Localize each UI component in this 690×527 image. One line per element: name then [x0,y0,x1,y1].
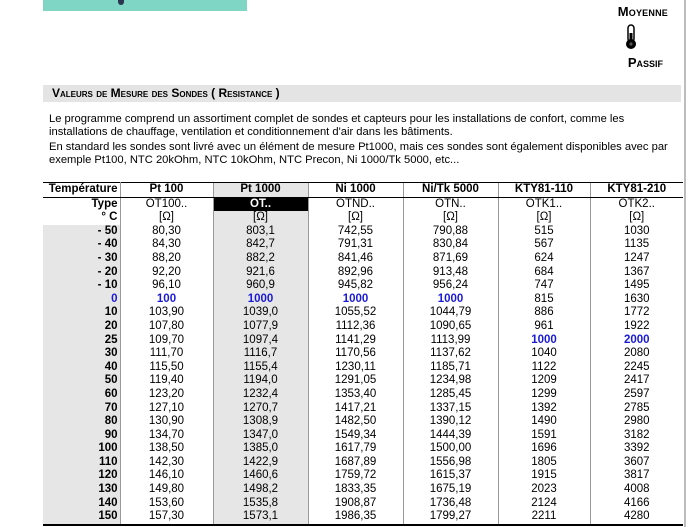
resistance-cell: 1495 [590,279,683,293]
table-row [43,415,683,429]
resistance-cell: 1417,21 [308,402,403,416]
resistance-cell: 515 [498,225,590,239]
table-row [43,429,683,443]
resistance-cell: 1137,62 [403,347,498,361]
resistance-cell: 1630 [590,293,683,307]
resistance-cell: 123,20 [148,387,185,400]
temperature-cell: 120 [43,469,120,483]
type-cell: OTND.. [308,197,403,211]
resistance-cell: 1232,4 [213,388,308,402]
table-row [43,320,683,334]
resistance-cell: 107,80 [148,319,185,332]
temperature-cell: 70 [43,402,120,416]
resistance-cell: 842,7 [213,238,308,252]
type-row [43,197,683,211]
resistance-cell: 103,90 [148,306,185,319]
resistance-cell: 2785 [590,402,683,416]
resistance-cell: 1498,2 [213,483,308,497]
table-row [43,388,683,402]
table-row [43,497,683,511]
table-row [43,225,683,239]
table-row [43,361,683,375]
resistance-cell: 624 [498,252,590,266]
resistance-cell: 1170,56 [308,347,403,361]
type-cell: OT.. [213,197,308,211]
temperature-cell: 0 [43,293,120,307]
resistance-cell: 1112,36 [308,320,403,334]
type-label: Type [43,197,120,211]
unit-label: ° C [43,211,120,225]
resistance-cell: 960,9 [213,279,308,293]
resistance-cell: 1155,4 [213,361,308,375]
resistance-cell: 886 [498,306,590,320]
resistance-cell: 1591 [498,429,590,443]
resistance-cell: 4280 [590,510,683,525]
resistance-cell: 1915 [498,469,590,483]
resistance-cell: 1549,34 [308,429,403,443]
table-row [43,442,683,456]
resistance-cell: 1615,37 [403,469,498,483]
resistance-cell: 1385,0 [213,442,308,456]
resistance-cell: 1500,00 [403,442,498,456]
resistance-cell: 1833,35 [308,483,403,497]
resistance-cell: 1291,05 [308,374,403,388]
resistance-cell: 4166 [590,497,683,511]
resistance-cell: 2080 [590,347,683,361]
resistance-cell: 1772 [590,306,683,320]
resistance-cell: 2124 [498,497,590,511]
resistance-cell: 567 [498,238,590,252]
resistance-cell: 2000 [590,334,683,348]
resistance-cell: 1000 [213,293,308,307]
column-header: KTY81-110 [498,183,590,198]
resistance-cell: 1113,99 [403,334,498,348]
resistance-cell: 1422,9 [213,456,308,470]
resistance-cell: 1347,0 [213,429,308,443]
temperature-cell: - 50 [43,225,120,239]
resistance-cell: 1535,8 [213,497,308,511]
resistance-cell: 115,50 [149,360,184,373]
resistance-cell: 4008 [590,483,683,497]
resistance-cell: 1097,4 [213,334,308,348]
resistance-cell: 945,82 [308,279,403,293]
unit-row [43,211,683,225]
table-row [43,266,683,280]
table-row [43,402,683,416]
resistance-cell: 138,50 [148,442,185,455]
resistance-cell: 80,30 [152,224,181,237]
resistance-cell: 830,84 [403,238,498,252]
resistance-cell: 146,10 [148,469,185,482]
resistance-cell: 1030 [590,225,683,239]
resistance-cell: 1353,40 [308,388,403,402]
resistance-cell: 1000 [403,293,498,307]
resistance-cell: 149,80 [148,483,185,496]
resistance-cell: 111,70 [149,347,184,360]
temperature-cell: - 10 [43,279,120,293]
resistance-cell: 1805 [498,456,590,470]
section-title: Valeurs de Mesure des Sondes ( Resistance ) [52,86,280,100]
resistance-cell: 88,20 [152,251,181,264]
resistance-cell: 1230,11 [308,361,403,375]
unit-cell: [Ω] [403,211,498,225]
sensor-resistance-table [43,182,683,526]
resistance-cell: 790,88 [403,225,498,239]
column-header: Ni/Tk 5000 [403,183,498,198]
resistance-cell: 1000 [308,293,403,307]
resistance-cell: 142,30 [148,455,185,468]
type-cell: OTK2.. [590,197,683,211]
resistance-cell: 1000 [498,334,590,348]
temperature-cell: 50 [43,374,120,388]
resistance-cell: 1209 [498,374,590,388]
unit-cell: [Ω] [590,211,683,225]
resistance-cell: 92,20 [152,265,181,278]
type-cell: OT100.. [145,197,188,210]
resistance-cell: 130,90 [148,415,185,428]
resistance-cell: 1077,9 [213,320,308,334]
resistance-cell: 3607 [590,456,683,470]
temperature-cell: 60 [43,388,120,402]
resistance-cell: 871,69 [403,252,498,266]
resistance-cell: 747 [498,279,590,293]
resistance-cell: 1299 [498,388,590,402]
resistance-cell: 892,96 [308,266,403,280]
table-header-row [43,183,683,198]
resistance-cell: 841,46 [308,252,403,266]
resistance-cell: 3817 [590,469,683,483]
table-row [43,306,683,320]
resistance-cell: 1490 [498,415,590,429]
header-temperature: Température [43,183,120,198]
temperature-cell: 20 [43,320,120,334]
resistance-cell: 882,2 [213,252,308,266]
unit-cell: [Ω] [213,211,308,225]
resistance-cell: 2417 [590,374,683,388]
resistance-cell: 1759,72 [308,469,403,483]
resistance-cell: 1696 [498,442,590,456]
resistance-cell: 1285,45 [403,388,498,402]
resistance-cell: 1141,29 [308,334,403,348]
section-header [43,85,681,102]
resistance-cell: 96,10 [152,279,181,292]
resistance-cell: 1308,9 [213,415,308,429]
resistance-cell: 2597 [590,388,683,402]
resistance-cell: 1390,12 [403,415,498,429]
resistance-cell: 1185,71 [403,361,498,375]
resistance-cell: 127,10 [148,401,185,414]
resistance-cell: 1194,0 [213,374,308,388]
resistance-cell: 803,1 [213,225,308,239]
category-label: Moyenne [617,4,668,19]
temperature-cell: 30 [43,347,120,361]
resistance-cell: 134,70 [148,428,185,441]
temperature-cell: 80 [43,415,120,429]
resistance-cell: 1392 [498,402,590,416]
table-row [43,469,683,483]
resistance-cell: 1234,98 [403,374,498,388]
table-row [43,293,683,307]
table-row [43,238,683,252]
resistance-cell: 1040 [498,347,590,361]
unit-cell: [Ω] [159,211,174,224]
resistance-cell: 815 [498,293,590,307]
type-cell: OTK1.. [498,197,590,211]
type-cell: OTN.. [403,197,498,211]
resistance-cell: 3392 [590,442,683,456]
resistance-cell: 1482,50 [308,415,403,429]
resistance-cell: 791,31 [308,238,403,252]
resistance-cell: 1116,7 [213,347,308,361]
table-row [43,347,683,361]
resistance-cell: 3182 [590,429,683,443]
column-header: Pt 100 [120,183,213,198]
resistance-cell: 1090,65 [403,320,498,334]
resistance-cell: 2023 [498,483,590,497]
resistance-cell: 1039,0 [213,306,308,320]
header-accent-bar [43,0,247,11]
table-row [43,456,683,470]
resistance-cell: 1687,89 [308,456,403,470]
intro-paragraph-1: Le programme comprend un assortiment complet de sondes et capteurs pour les installations de confort, comme les installations de chauffage, ventilation et conditionnement d'air dans les bâtiments. [49,113,625,138]
column-header: Pt 1000 [213,183,308,198]
resistance-cell: 913,48 [403,266,498,280]
unit-cell: [Ω] [498,211,590,225]
resistance-cell: 1986,35 [308,510,403,525]
resistance-cell: 1270,7 [213,402,308,416]
column-header: KTY81-210 [590,183,683,198]
resistance-cell: 1573,1 [213,510,308,525]
temperature-cell: 90 [43,429,120,443]
resistance-cell: 921,6 [213,266,308,280]
resistance-cell: 1460,6 [213,469,308,483]
resistance-cell: 742,55 [308,225,403,239]
resistance-cell: 1337,15 [403,402,498,416]
resistance-cell: 684 [498,266,590,280]
table-row [43,374,683,388]
resistance-cell: 1122 [498,361,590,375]
resistance-cell: 1736,48 [403,497,498,511]
resistance-cell: 1908,87 [308,497,403,511]
resistance-cell: 100 [156,292,177,305]
table-row [43,252,683,266]
resistance-cell: 1799,27 [403,510,498,525]
temperature-cell: - 20 [43,266,120,280]
temperature-cell: - 30 [43,252,120,266]
resistance-cell: 1367 [590,266,683,280]
resistance-cell: 1135 [590,238,683,252]
resistance-cell: 119,40 [149,374,184,387]
resistance-cell: 1444,39 [403,429,498,443]
resistance-cell: 157,30 [120,510,213,525]
table-row [43,510,683,525]
temperature-cell: 130 [43,483,120,497]
resistance-cell: 1675,19 [403,483,498,497]
resistance-cell: 2211 [498,510,590,525]
temperature-cell: 40 [43,361,120,375]
temperature-cell: 150 [43,510,120,525]
resistance-cell: 2980 [590,415,683,429]
temperature-cell: 140 [43,497,120,511]
resistance-cell: 1044,79 [403,306,498,320]
type-label: Passif [627,55,663,70]
table-row [43,334,683,348]
unit-cell: [Ω] [308,211,403,225]
temperature-cell: 100 [43,442,120,456]
resistance-cell: 2245 [590,361,683,375]
page-border [684,0,686,527]
table-row [43,279,683,293]
resistance-cell: 109,70 [148,333,185,346]
temperature-cell: - 40 [43,238,120,252]
resistance-cell: 1617,79 [308,442,403,456]
resistance-cell: 1247 [590,252,683,266]
resistance-cell: 1055,52 [308,306,403,320]
temperature-cell: 25 [43,334,120,348]
resistance-cell: 961 [498,320,590,334]
table-row [43,483,683,497]
resistance-cell: 956,24 [403,279,498,293]
intro-paragraph-2: En standard les sondes sont livré avec un élément de mesure Pt1000, mais ces sondes sont également disponibles avec par exemple Pt100, NTC 20kOhm, NTC 10kOhm, NTC Precon, Ni 1000/Tk 5000, etc... [49,141,668,166]
resistance-cell: 1922 [590,320,683,334]
temperature-cell: 110 [43,456,120,470]
resistance-cell: 84,30 [152,238,181,251]
resistance-cell: 1556,98 [403,456,498,470]
column-header: Ni 1000 [308,183,403,198]
temperature-cell: 10 [43,306,120,320]
resistance-cell: 153,60 [148,496,185,509]
thermometer-icon [624,24,638,50]
